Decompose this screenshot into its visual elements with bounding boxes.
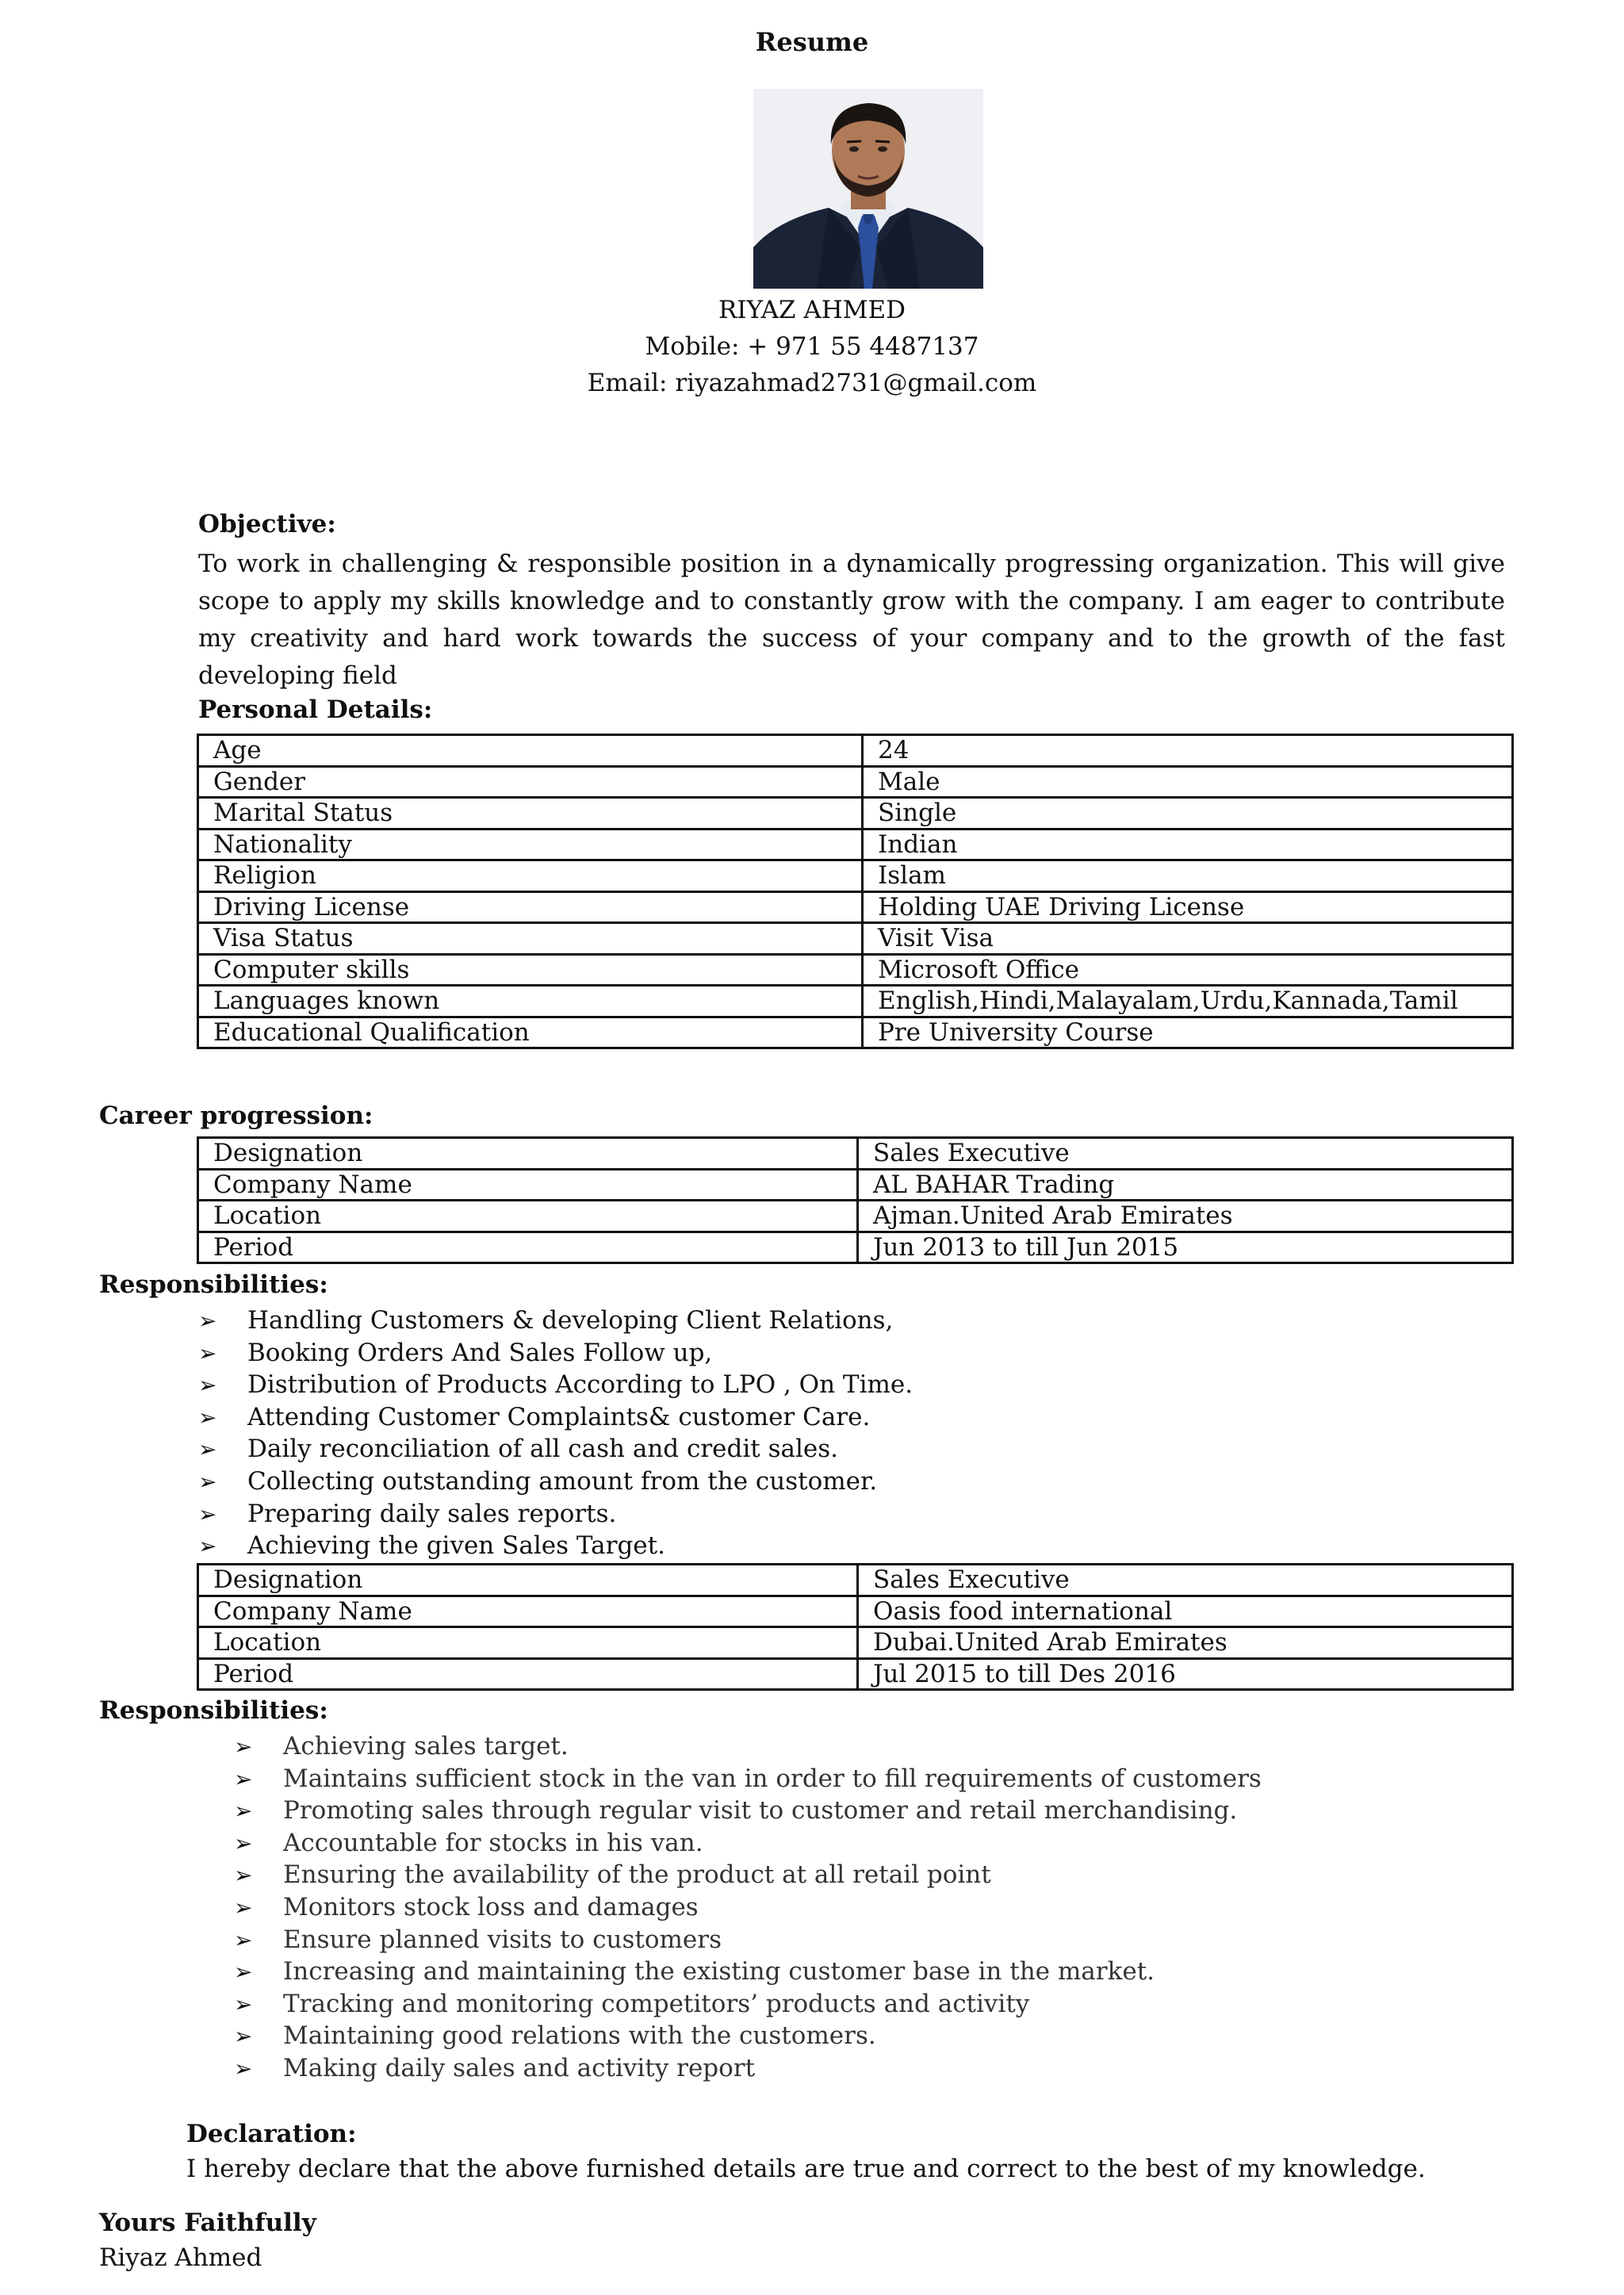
list-item: ➢ Ensuring the availability of the product at all retail point xyxy=(234,1859,1262,1891)
list-item: ➢ Distribution of Products According to LPO , On Time. xyxy=(198,1369,913,1401)
field-value: Indian xyxy=(863,829,1513,860)
list-item: ➢ Collecting outstanding amount from the customer. xyxy=(198,1466,913,1498)
table-row xyxy=(198,1201,1513,1232)
responsibilities-list xyxy=(234,1730,1262,2085)
field-label: Period xyxy=(198,1232,858,1263)
list-item: ➢ Preparing daily sales reports. xyxy=(198,1498,913,1531)
list-item: ➢ Making daily sales and activity report xyxy=(234,2052,1262,2085)
signature-name: Riyaz Ahmed xyxy=(99,2243,262,2272)
arrow-bullet-icon: ➢ xyxy=(234,1926,253,1953)
responsibilities-list xyxy=(198,1305,913,1562)
list-item: ➢ Accountable for stocks in his van. xyxy=(234,1827,1262,1860)
document-title: Resume xyxy=(755,27,869,57)
field-label: Company Name xyxy=(198,1169,858,1201)
email-address: Email: riyazahmad2731@gmail.com xyxy=(587,369,1037,397)
field-label: Designation xyxy=(198,1138,858,1170)
field-label: Gender xyxy=(198,766,863,798)
personal-details-table xyxy=(197,734,1514,1049)
list-item: ➢ Achieving sales target. xyxy=(234,1730,1262,1763)
table-row xyxy=(198,1138,1513,1170)
field-value: Single xyxy=(863,798,1513,829)
table-row xyxy=(198,766,1513,798)
field-label: Location xyxy=(198,1201,858,1232)
profile-photo xyxy=(753,89,983,289)
responsibilities-heading: Responsibilities: xyxy=(99,1270,328,1299)
field-value: AL BAHAR Trading xyxy=(858,1169,1513,1201)
arrow-bullet-icon: ➢ xyxy=(198,1308,217,1334)
field-label: Period xyxy=(198,1658,858,1690)
arrow-bullet-icon: ➢ xyxy=(198,1533,217,1560)
arrow-bullet-icon: ➢ xyxy=(234,1765,253,1792)
arrow-bullet-icon: ➢ xyxy=(198,1404,217,1431)
list-item: ➢ Tracking and monitoring competitors’ products and activity xyxy=(234,1988,1262,2021)
field-label: Religion xyxy=(198,860,863,892)
field-value: Visit Visa xyxy=(863,923,1513,955)
declaration-heading: Declaration: xyxy=(186,2120,357,2148)
arrow-bullet-icon: ➢ xyxy=(234,2055,253,2082)
table-row xyxy=(198,735,1513,767)
table-row xyxy=(198,1232,1513,1263)
field-value: Oasis food international xyxy=(858,1596,1513,1627)
list-item: ➢ Promoting sales through regular visit to customer and retail merchandising. xyxy=(234,1795,1262,1827)
field-label: Marital Status xyxy=(198,798,863,829)
field-label: Driving License xyxy=(198,891,863,923)
field-value: Ajman.United Arab Emirates xyxy=(858,1201,1513,1232)
table-row xyxy=(198,860,1513,892)
table-row xyxy=(198,1627,1513,1659)
mobile-number: Mobile: + 971 55 4487137 xyxy=(645,332,979,361)
list-item: ➢ Attending Customer Complaints& customer Care. xyxy=(198,1401,913,1434)
arrow-bullet-icon: ➢ xyxy=(234,1894,253,1921)
field-label: Educational Qualification xyxy=(198,1017,863,1048)
list-item: ➢ Ensure planned visits to customers xyxy=(234,1924,1262,1956)
arrow-bullet-icon: ➢ xyxy=(198,1339,217,1366)
arrow-bullet-icon: ➢ xyxy=(234,1862,253,1889)
arrow-bullet-icon: ➢ xyxy=(198,1468,217,1495)
field-value: Sales Executive xyxy=(858,1138,1513,1170)
list-item: ➢ Booking Orders And Sales Follow up, xyxy=(198,1337,913,1370)
arrow-bullet-icon: ➢ xyxy=(234,1798,253,1825)
personal-details-heading: Personal Details: xyxy=(198,695,433,724)
arrow-bullet-icon: ➢ xyxy=(234,1734,253,1760)
table-row xyxy=(198,798,1513,829)
list-item: ➢ Handling Customers & developing Client Relations, xyxy=(198,1305,913,1337)
table-row xyxy=(198,1169,1513,1201)
table-row xyxy=(198,891,1513,923)
arrow-bullet-icon: ➢ xyxy=(234,1959,253,1986)
table-row xyxy=(198,829,1513,860)
field-label: Visa Status xyxy=(198,923,863,955)
table-row xyxy=(198,1596,1513,1627)
career-progression-heading: Career progression: xyxy=(99,1102,373,1130)
field-label: Designation xyxy=(198,1565,858,1596)
field-value: English,Hindi,Malayalam,Urdu,Kannada,Tamil xyxy=(863,986,1513,1017)
field-value: Holding UAE Driving License xyxy=(863,891,1513,923)
objective-heading: Objective: xyxy=(198,510,336,538)
field-label: Location xyxy=(198,1627,858,1659)
job-details-table xyxy=(197,1136,1514,1264)
field-value: Jul 2015 to till Des 2016 xyxy=(858,1658,1513,1690)
table-row xyxy=(198,923,1513,955)
arrow-bullet-icon: ➢ xyxy=(234,2023,253,2050)
arrow-bullet-icon: ➢ xyxy=(234,1990,253,2017)
list-item: ➢ Increasing and maintaining the existing customer base in the market. xyxy=(234,1956,1262,1988)
arrow-bullet-icon: ➢ xyxy=(234,1829,253,1856)
table-row xyxy=(198,954,1513,986)
field-value: Microsoft Office xyxy=(863,954,1513,986)
list-item: ➢ Achieving the given Sales Target. xyxy=(198,1530,913,1562)
list-item: ➢ Maintaining good relations with the customers. xyxy=(234,2020,1262,2052)
arrow-bullet-icon: ➢ xyxy=(198,1372,217,1399)
field-label: Languages known xyxy=(198,986,863,1017)
field-value: 24 xyxy=(863,735,1513,767)
responsibilities-heading: Responsibilities: xyxy=(99,1696,328,1725)
person-portrait-icon xyxy=(753,89,983,289)
declaration-text: I hereby declare that the above furnished details are true and correct to the best of my knowledge. xyxy=(186,2155,1426,2183)
field-value: Male xyxy=(863,766,1513,798)
field-value: Jun 2013 to till Jun 2015 xyxy=(858,1232,1513,1263)
table-row xyxy=(198,1658,1513,1690)
table-row xyxy=(198,1565,1513,1596)
job-details-table xyxy=(197,1563,1514,1691)
field-value: Pre University Course xyxy=(863,1017,1513,1048)
table-row xyxy=(198,1017,1513,1048)
candidate-name: RIYAZ AHMED xyxy=(718,296,906,324)
field-label: Nationality xyxy=(198,829,863,860)
field-value: Dubai.United Arab Emirates xyxy=(858,1627,1513,1659)
field-label: Computer skills xyxy=(198,954,863,986)
objective-text: To work in challenging & responsible position in a dynamically progressing organization. This will give scope to apply my skills knowledge and to constantly grow with the company. I am eager to contribute my creativity and hard work towards the success of your company and to the growth of the fast developing field xyxy=(198,550,1505,690)
list-item: ➢ Maintains sufficient stock in the van in order to fill requirements of customers xyxy=(234,1763,1262,1795)
closing-salutation: Yours Faithfully xyxy=(99,2209,316,2237)
arrow-bullet-icon: ➢ xyxy=(198,1500,217,1527)
field-label: Company Name xyxy=(198,1596,858,1627)
field-value: Sales Executive xyxy=(858,1565,1513,1596)
field-value: Islam xyxy=(863,860,1513,892)
arrow-bullet-icon: ➢ xyxy=(198,1436,217,1463)
list-item: ➢ Daily reconciliation of all cash and credit sales. xyxy=(198,1433,913,1466)
field-label: Age xyxy=(198,735,863,767)
list-item: ➢ Monitors stock loss and damages xyxy=(234,1891,1262,1924)
table-row xyxy=(198,986,1513,1017)
